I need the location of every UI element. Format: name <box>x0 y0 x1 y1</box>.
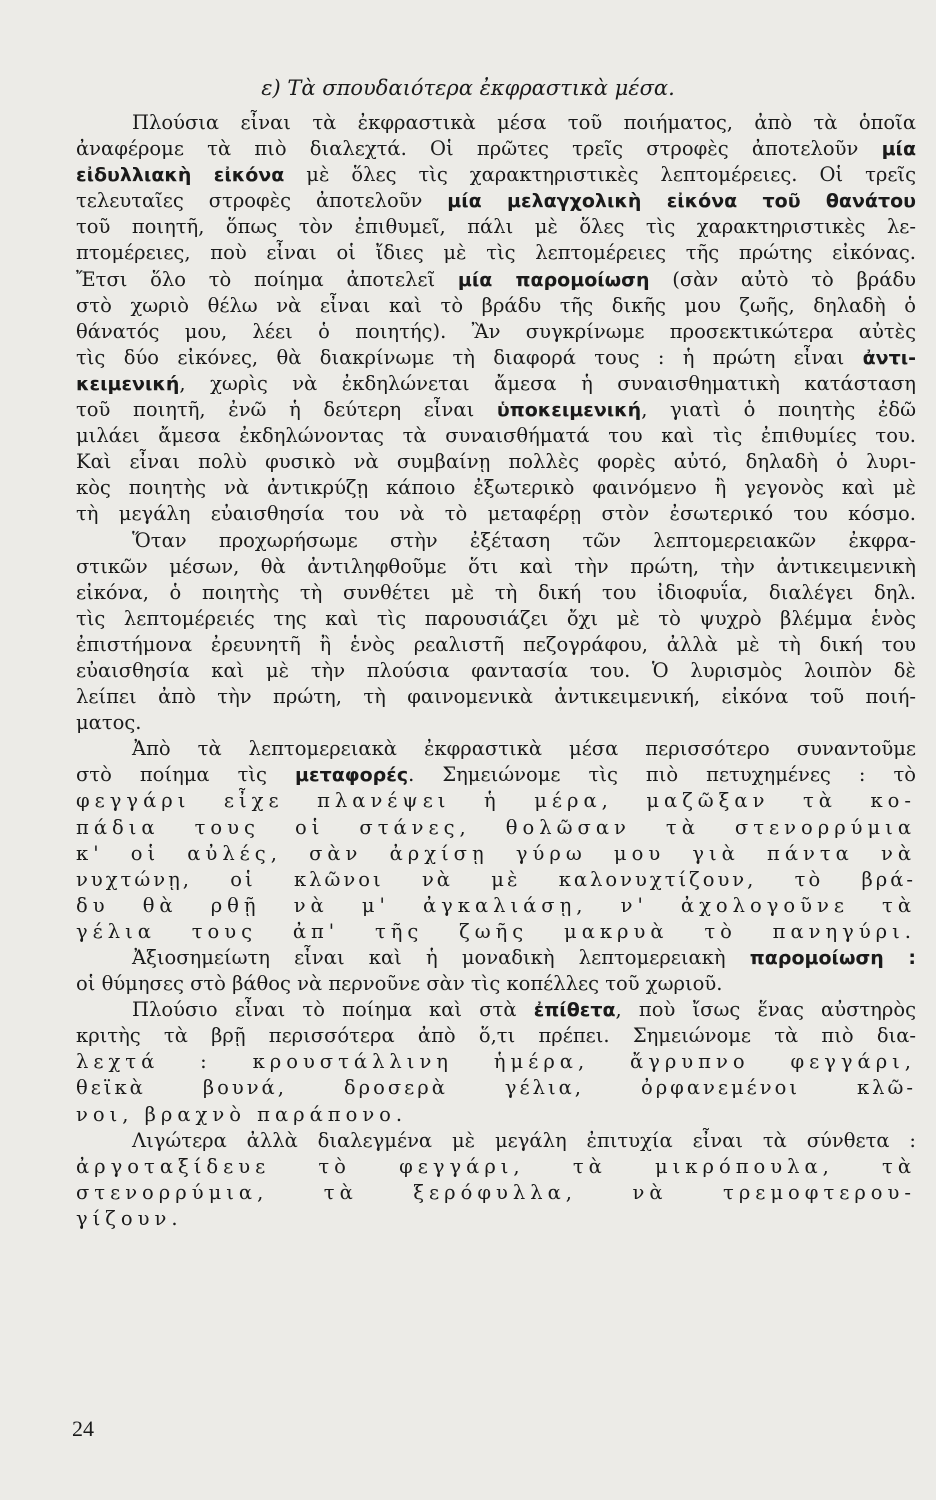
text-line <box>76 397 916 423</box>
text-line <box>76 501 916 527</box>
line-text: κ' οἱ αὐλές, σὰν ἀρχίσῃ γύρω μου γιὰ πάντα νὰ <box>76 841 916 865</box>
line-text: γέλια τους ἀπ' τῆς ζωῆς μακρυὰ τὸ πανηγύρι. <box>76 919 916 943</box>
line-text: μὲ ὅλες τὶς χαρακτηριστικὲς λεπτομέρειες. Οἱ τρεῖς <box>284 163 916 187</box>
line-text: , ποὺ ἴσως ἕνας αὐστηρὸς <box>615 998 916 1022</box>
text-line <box>76 214 916 240</box>
text-line <box>76 1102 916 1128</box>
text-line <box>76 580 916 606</box>
line-text: νοι, βραχνὸ παράπονο. <box>76 1102 408 1126</box>
text-line <box>76 762 916 788</box>
line-text: ἀργοταξίδευε τὸ φεγγάρι, τὰ μικρόπουλα, τὰ <box>76 1154 916 1178</box>
bold-term: ἀντι- <box>862 346 916 369</box>
line-text: , γιατὶ ὁ ποιητὴς ἐδῶ <box>641 398 916 422</box>
line-text: τὴ μεγάλη εὐαισθησία του νὰ τὸ μεταφέρῃ στὸν ἐσωτερικό του κόσμο. <box>76 502 916 526</box>
line-text: στὸ χωριὸ θέλω νὰ εἶναι καὶ τὸ βράδυ τῆς δικῆς μου ζωῆς, δηλαδὴ ὁ <box>76 293 916 317</box>
text-line <box>76 1180 916 1206</box>
line-text: Ἔτσι ὅλο τὸ ποίημα ἀποτελεῖ <box>76 267 458 291</box>
text-line <box>76 632 916 658</box>
text-line <box>76 815 916 841</box>
line-text: (σὰν αὐτὸ τὸ βράδυ <box>649 267 916 291</box>
line-text: Ὅταν προχωρήσωμε στὴν ἐξέταση τῶν λεπτομερειακῶν ἐκφρα- <box>132 528 916 552</box>
text-line <box>76 293 916 319</box>
line-text: θεϊκὰ βουνά, δροσερὰ γέλια, ὀρφανεμένοι κλῶ- <box>76 1076 916 1100</box>
text-line <box>76 1023 916 1049</box>
line-text: εὐαισθησία καὶ μὲ τὴν πλούσια φαντασία του. Ὁ λυρισμὸς λοιπὸν δὲ <box>76 658 916 682</box>
text-line <box>76 788 916 814</box>
bold-term: ἐπίθετα <box>533 999 616 1022</box>
line-text: ματος. <box>76 711 142 735</box>
text-line <box>76 997 916 1023</box>
bold-term: ὑποκειμενική <box>496 399 642 422</box>
section-heading: ε) Τὰ σπουδαιότερα ἐκφραστικὰ μέσα. <box>261 76 675 100</box>
line-text: εἰκόνα, ὁ ποιητὴς τὴ συνθέτει μὲ τὴ δική του ἰδιοφυΐα, διαλέγει δηλ. <box>76 580 916 604</box>
line-text: Πλούσια εἶναι τὰ ἐκφραστικὰ μέσα τοῦ ποιήματος, ἀπὸ τὰ ὁποῖα <box>132 111 916 134</box>
line-text: πτομέρειες, ποὺ εἶναι οἱ ἴδιες μὲ τὶς λεπτομέρειες τῆς πρώτης εἰκόνας. <box>76 241 916 265</box>
line-text: λείπει ἀπὸ τὴν πρώτη, τὴ φαινομενικὰ ἀντικειμενική, εἰκόνα τοῦ ποιή- <box>76 685 916 709</box>
bold-term: εἰδυλλιακὴ εἰκόνα <box>76 164 285 187</box>
line-text: γίζουν. <box>76 1206 183 1230</box>
bold-term: κειμενική <box>76 372 180 395</box>
line-text: ἀναφέρομε τὰ πιὸ διαλεχτά. Οἱ πρῶτες τρεῖς στροφὲς ἀποτελοῦν <box>76 137 882 161</box>
text-line <box>76 423 916 449</box>
line-text: νυχτώνῃ, οἱ κλῶνοι νὰ μὲ καλονυχτίζουν, τὸ βρά- <box>76 867 916 891</box>
text-line <box>76 919 916 945</box>
text-line <box>76 971 916 997</box>
text-line <box>76 136 916 162</box>
text-line <box>76 658 916 684</box>
line-text: , χωρὶς νὰ ἐκδηλώνεται ἄμεσα ἡ συναισθηματικὴ κατάσταση <box>179 371 916 395</box>
text-line <box>76 449 916 475</box>
text-line <box>76 319 916 345</box>
line-text: ἐπιστήμονα ἐρευνητῆ ἢ ἑνὸς ρεαλιστῆ πεζογράφου, ἀλλὰ μὲ τὴ δική του <box>76 632 916 656</box>
bold-term: μία παρομοίωση <box>457 268 650 291</box>
text-line <box>76 710 916 736</box>
line-text: . Σημειώνομε τὶς πιὸ πετυχημένες : τὸ <box>408 763 916 787</box>
text-line <box>76 684 916 710</box>
line-text: οἱ θύμησες στὸ βάθος νὰ περνοῦνε σὰν τὶς κοπέλλες τοῦ χωριοῦ. <box>76 972 723 996</box>
text-line <box>76 841 916 867</box>
line-text: κριτὴς τὰ βρῇ περισσότερα ἀπὸ ὅ,τι πρέπει. Σημειώνομε τὰ πιὸ δια- <box>76 1024 916 1048</box>
bold-term: μεταφορές <box>295 764 409 787</box>
text-line <box>76 162 916 188</box>
text-line <box>76 554 916 580</box>
line-text: τοῦ ποιητῆ, ἐνῶ ἡ δεύτερη εἶναι <box>76 398 497 422</box>
page-number: 24 <box>72 1416 94 1441</box>
text-line <box>76 1154 916 1180</box>
line-text: Λιγώτερα ἀλλὰ διαλεγμένα μὲ μεγάλη ἐπιτυχία εἶναι τὰ σύνθετα : <box>132 1128 916 1152</box>
line-text: θάνατός μου, λέει ὁ ποιητής). Ἂν συγκρίνωμε προσεκτικώτερα αὐτὲς <box>76 319 916 343</box>
text-line <box>76 475 916 501</box>
line-text: πάδια τους οἱ στάνες, θολῶσαν τὰ στενορρύμια <box>76 815 916 839</box>
text-line <box>76 1128 916 1154</box>
line-text: κὸς ποιητὴς νὰ ἀντικρύζῃ κάποιο ἐξωτερικὸ φαινόμενο ἢ γεγονὸς καὶ μὲ <box>76 476 916 500</box>
text-line <box>76 528 916 554</box>
line-text: φεγγάρι εἶχε πλανέψει ἡ μέρα, μαζῶξαν τὰ κο- <box>76 789 916 813</box>
line-text: Πλούσιο εἶναι τὸ ποίημα καὶ στὰ <box>132 998 534 1022</box>
line-text: λεχτά : κρουστάλλινη ἡμέρα, ἄγρυπνο φεγγάρι, <box>76 1050 916 1074</box>
bold-term: μία <box>881 138 916 161</box>
bold-term: μία μελαγχολικὴ εἰκόνα τοῦ θανάτου <box>447 190 916 213</box>
body-text <box>76 110 916 1232</box>
text-line <box>76 1049 916 1075</box>
line-text: δυ θὰ ρθῇ νὰ μ' ἀγκαλιάσῃ, ν' ἀχολογοῦνε τὰ <box>76 893 916 917</box>
bold-term: παρομοίωση : <box>749 947 916 969</box>
line-text: τελευταῖες στροφὲς ἀποτελοῦν <box>76 189 448 213</box>
line-text: τοῦ ποιητῆ, ὅπως τὸν ἐπιθυμεῖ, πάλι μὲ ὅλες τὶς χαρακτηριστικὲς λε- <box>76 215 916 239</box>
text-line <box>76 371 916 397</box>
line-text: στενορρύμια, τὰ ξερόφυλλα, νὰ τρεμοφτερου- <box>76 1180 916 1204</box>
text-line <box>76 867 916 893</box>
text-line <box>76 345 916 371</box>
text-line <box>76 267 916 293</box>
line-text: στικῶν μέσων, θὰ ἀντιληφθοῦμε ὅτι καὶ τὴν πρώτη, τὴν ἀντικειμενικὴ <box>76 554 916 578</box>
line-text: Ἀπὸ τὰ λεπτομερειακὰ ἐκφραστικὰ μέσα περισσότερο συναντοῦμε <box>132 737 916 761</box>
text-line <box>76 736 916 762</box>
line-text: στὸ ποίημα τὶς <box>76 763 296 787</box>
line-text: μιλάει ἄμεσα ἐκδηλώνοντας τὰ συναισθήματά του καὶ τὶς ἐπιθυμίες του. <box>76 424 916 448</box>
text-line <box>76 606 916 632</box>
text-line <box>76 1075 916 1101</box>
line-text: Ἀξιοσημείωτη εἶναι καὶ ἡ μοναδικὴ λεπτομερειακὴ <box>132 946 750 969</box>
text-line <box>76 240 916 266</box>
text-line <box>76 1206 916 1232</box>
text-line <box>76 945 916 971</box>
text-line <box>76 893 916 919</box>
text-line <box>76 110 916 136</box>
line-text: τὶς λεπτομέρειές της καὶ τὶς παρουσιάζει ὄχι μὲ τὸ ψυχρὸ βλέμμα ἑνὸς <box>76 606 916 630</box>
line-text: τὶς δύο εἰκόνες, θὰ διακρίνωμε τὴ διαφορά τους : ἡ πρώτη εἶναι <box>76 345 863 369</box>
line-text: Καὶ εἶναι πολὺ φυσικὸ νὰ συμβαίνῃ πολλὲς φορὲς αὐτό, δηλαδὴ ὁ λυρι- <box>76 450 916 474</box>
text-line <box>76 188 916 214</box>
